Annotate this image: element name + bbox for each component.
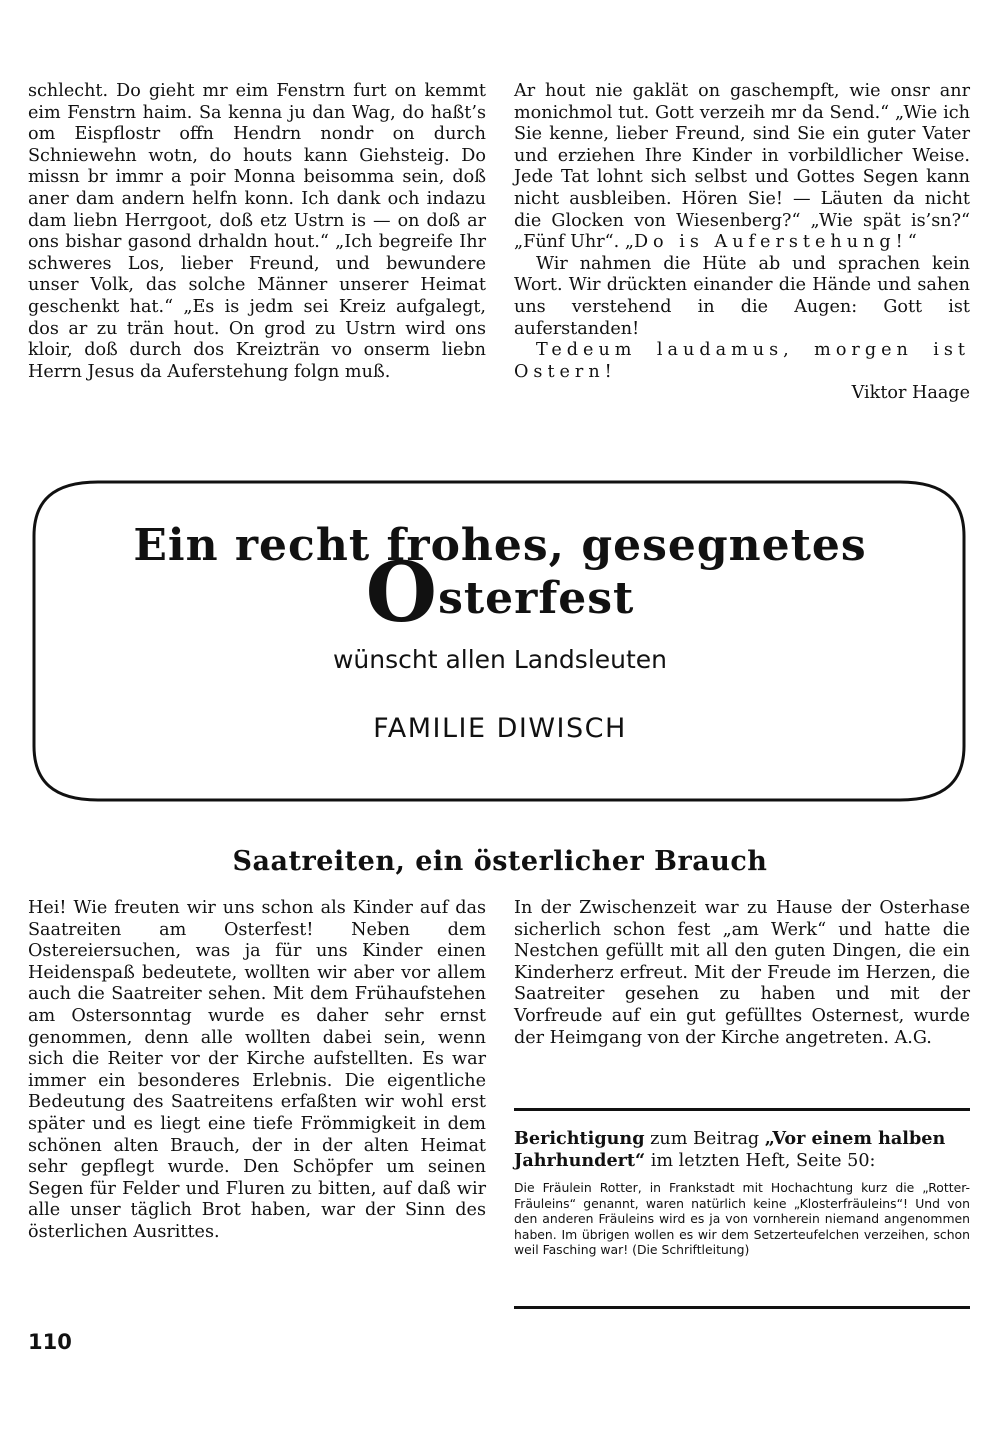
article-headline: Saatreiten, ein österlicher Brauch [232, 846, 768, 877]
page-number: 110 [28, 1330, 72, 1354]
article-top-left-text: schlecht. Do gieht mr eim Fenstrn furt on kemmt eim Fenstrn haim. Sa kenna ju dan Wag, do haßt’s om Eispflostr offn Hendrn nondr on durch Schniewehn wotn, do houts kann Giehsteig. Do missn br immr a poir Monna beisomma sein, doß aner dam andern helfn konn. Ich dank och indazu dam liebn Herrgoot, doß etz Ustrn is — on doß ar ons bishar gasond drhaldn hout.“ „Ich begreife Ihr schweres Los, lieber Freund, und bewundere unser Volk, das solche Männer unserer Heimat geschenkt hat.“ „Es is jedm sei Kreiz aufgalegt, dos ar zu trän hout. On grod zu Ustrn wird ons kloir, doß durch dos Kreizträn vo onserm liebn Herrn Jesus da Auferstehung folgn muß. [28, 81, 486, 382]
article-bottom-left-text: Hei! Wie freuten wir uns schon als Kinder auf das Saatreiten am Osterfest! Neben dem Ostereiersuchen, was ja für uns Kinder einen Heidenspaß bedeutete, wollten wir aber vor allem auch die Saatreiter sehen. Mit dem Frühaufstehen am Ostersonntag wurde es daher sehr ernst genommen, denn alle wollten dabei sein, wenn sich die Reiter vor der Kirche aufstellten. Es war immer ein besonderes Erlebnis. Die eigentliche Bedeutung des Saatreitens erfaßten wir wohl erst später und es liegt eine tiefe Frömmigkeit in dem schönen alten Brauch, der in der alten Heimat sehr gepflegt wurde. Den Schöpfer um seinen Segen für Felder und Fluren zu bitten, auf daß wir alle unser täglich Brot haben, war der Sinn des österlichen Ausrittes. [28, 898, 486, 1242]
article-top-right-text-1: Ar hout nie gaklät on gaschempft, wie onsr anr monichmol tut. Gott verzeih mr da Send.“ „Wie ich Sie kenne, lieber Freund, sind Sie ein guter Vater und erziehen Ihre Kinder in vorbildlicher Weise. Jede Tat lohnt sich selbst und Gottes Segen kann nicht ausbleiben. Hören Sie! — Läuten da nicht die Glocken von Wiesenberg?“ „Wie spät is’sn?“ „Fünf Uhr“. „ [514, 81, 970, 253]
author-signature: Viktor Haage [851, 383, 970, 404]
correction-lead-end: im letzten Heft, Seite 50: [645, 1151, 876, 1171]
correction-lead [514, 1128, 970, 1172]
ad-wishes-text: wünscht allen Landsleuten [332, 645, 668, 674]
closing-quote: “ [907, 232, 917, 253]
ad-family-name: FAMILIE DIWISCH [373, 713, 627, 744]
easter-greeting-start: Ein recht frohes, gesegnetes [133, 520, 867, 571]
correction-article-title: „Vor einem halben Jahrhundert“ [514, 1128, 946, 1171]
correction-notice [514, 1128, 970, 1258]
correction-lead-text: zum Beitrag [644, 1129, 765, 1149]
article-bottom-left-column [28, 898, 486, 1244]
article-top-left-column [28, 81, 486, 383]
article-top-right-paragraph-1 [514, 81, 970, 254]
article-top-right-paragraph-2: Wir nahmen die Hüte ab und sprachen kein Wort. Wir drückten einander die Hände und sahen uns verstehend in die Augen: Gott ist auferstanden! [514, 253, 970, 339]
tedeum-spaced-text: Tedeum laudamus, morgen ist Ostern! [514, 340, 970, 382]
auferstehung-spaced-text: Do is Auferstehung! [633, 232, 908, 253]
correction-label: Berichtigung [514, 1128, 645, 1149]
easter-greeting [0, 520, 1000, 641]
correction-top-rule [514, 1108, 970, 1111]
easter-greeting-initial: O [365, 545, 439, 641]
easter-greeting-rest: sterfest [438, 573, 635, 624]
correction-bottom-rule [514, 1306, 970, 1309]
correction-body: Die Fräulein Rotter, in Frankstadt mit Hochachtung kurz die „Rotter-Fräuleins“ genannt, waren natürlich keine „Klosterfräuleins“! Und von den anderen Fräuleins wird es ja von vornherein niemand angenommen haben. Im übrigen wollen es wir dem Setzerteufelchen verzeihen, schon weil Fasching war! (Die Schriftleitung) [514, 1180, 970, 1257]
article-top-right-column [514, 81, 970, 405]
article-bottom-right-text: In der Zwischenzeit war zu Hause der Osterhase sicherlich schon fest „am Werk“ und hatte die Nestchen gefüllt mit all den guten Dingen, die ein Kinderherz erfreut. Mit der Freude im Herzen, die Saatreiter gesehen zu haben und mit der Vorfreude auf ein gut gefülltes Osternest, wurde der Heimgang von der Kirche angetreten. A.G. [514, 898, 970, 1048]
article-bottom-right-column [514, 898, 970, 1049]
